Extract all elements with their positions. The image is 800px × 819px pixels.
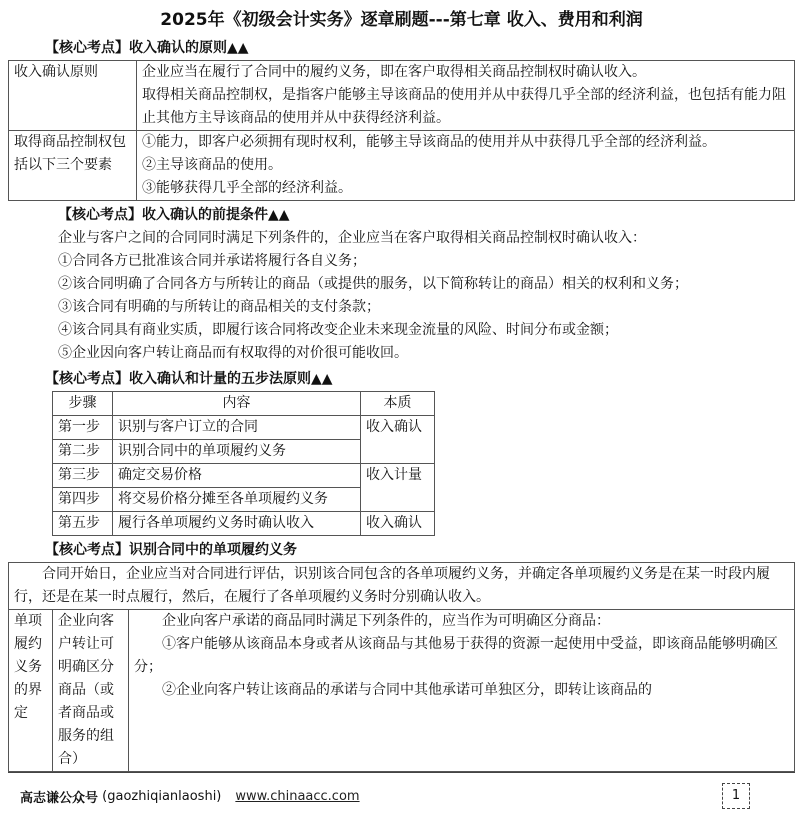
column-header: 本质 (361, 392, 435, 416)
footer (20, 783, 795, 809)
cell-text: 企业应当在履行了合同中的履约义务，即在客户取得相关商品控制权时确认收入。 (142, 64, 646, 80)
five-step-table (52, 391, 435, 536)
cell-text: ①能力，即客户必须拥有现时权利，能够主导该商品的使用并从中获得几乎全部的经济利益。 (142, 134, 716, 150)
footer-account: 高志谦公众号 (20, 790, 99, 806)
step-cell: 第二步 (53, 440, 113, 464)
intro-cell: 合同开始日，企业应当对合同进行评估，识别该合同包含的各单项履约义务，并确定各单项履约义务是在某一时段内履行，还是在某一时点履行，然后，在履行了各单项履约义务时分别确认收入。 (9, 563, 795, 610)
content-cell: 确定交易价格 (113, 464, 361, 488)
page-number: 1 (722, 783, 750, 809)
footer-handle: (gaozhiqianlaoshi) (102, 788, 222, 804)
content-cell: 识别合同中的单项履约义务 (113, 440, 361, 464)
page-title: 2025年《初级会计实务》逐章刷题---第七章 收入、费用和利润 (160, 10, 643, 30)
cell-text: ②企业向客户转让该商品的承诺与合同中其他承诺可单独区分，即转让该商品的 (162, 682, 652, 698)
list-item: ③该合同有明确的与所转让的商品相关的支付条款； (58, 299, 380, 315)
content-cell: 识别与客户订立的合同 (113, 416, 361, 440)
list-item: 企业与客户之间的合同同时满足下列条件的，企业应当在客户取得相关商品控制权时确认收入： (58, 230, 646, 246)
sub-label: 企业向客户转让可明确区分商品（或者商品或服务的组合） (53, 610, 129, 772)
conditions-list (58, 227, 789, 365)
list-item: ①合同各方已批准该合同并承诺将履行各自义务； (58, 253, 366, 269)
section-heading: 【核心考点】收入确认的原则▲▲ (45, 40, 249, 56)
column-header: 内容 (113, 392, 361, 416)
principle-table (8, 60, 795, 201)
essence-cell: 收入计量 (361, 464, 435, 512)
cell-text: ②主导该商品的使用。 (142, 157, 282, 173)
content-cell: 履行各单项履约义务时确认收入 (113, 512, 361, 536)
step-cell: 第五步 (53, 512, 113, 536)
footer-link[interactable]: www.chinaacc.com (235, 788, 360, 804)
column-header: 步骤 (53, 392, 113, 416)
list-item: ⑤企业因向客户转让商品而有权取得的对价很可能收回。 (58, 345, 408, 361)
cell-text: ③能够获得几乎全部的经济利益。 (142, 180, 352, 196)
step-cell: 第三步 (53, 464, 113, 488)
section-heading: 【核心考点】识别合同中的单项履约义务 (45, 542, 297, 558)
list-item: ②该合同明确了合同各方与所转让的商品（或提供的服务，以下简称转让的商品）相关的权利和义务； (58, 276, 688, 292)
list-item: ④该合同具有商业实质，即履行该合同将改变企业未来现金流量的风险、时间分布或金额； (58, 322, 618, 338)
step-cell: 第一步 (53, 416, 113, 440)
essence-cell: 收入确认 (361, 416, 435, 464)
row-label: 收入确认原则 (9, 61, 137, 131)
row-label: 取得商品控制权包括以下三个要素 (9, 131, 137, 201)
step-cell: 第四步 (53, 488, 113, 512)
essence-cell: 收入确认 (361, 512, 435, 536)
content-cell: 将交易价格分摊至各单项履约义务 (113, 488, 361, 512)
divider (8, 772, 795, 773)
section-heading: 【核心考点】收入确认和计量的五步法原则▲▲ (45, 371, 333, 387)
cell-text: 企业向客户承诺的商品同时满足下列条件的，应当作为可明确区分商品： (162, 613, 610, 629)
cell-text: 取得相关商品控制权，是指客户能够主导该商品的使用并从中获得几乎全部的经济利益，也包括有能力阻止其他方主导该商品的使用并从中获得经济利益。 (142, 87, 786, 126)
cell-text: ①客户能够从该商品本身或者从该商品与其他易于获得的资源一起使用中受益，即该商品能够明确区分； (134, 636, 778, 675)
row-label: 单项履约义务的界定 (9, 610, 53, 772)
section-heading: 【核心考点】收入确认的前提条件▲▲ (58, 207, 290, 223)
